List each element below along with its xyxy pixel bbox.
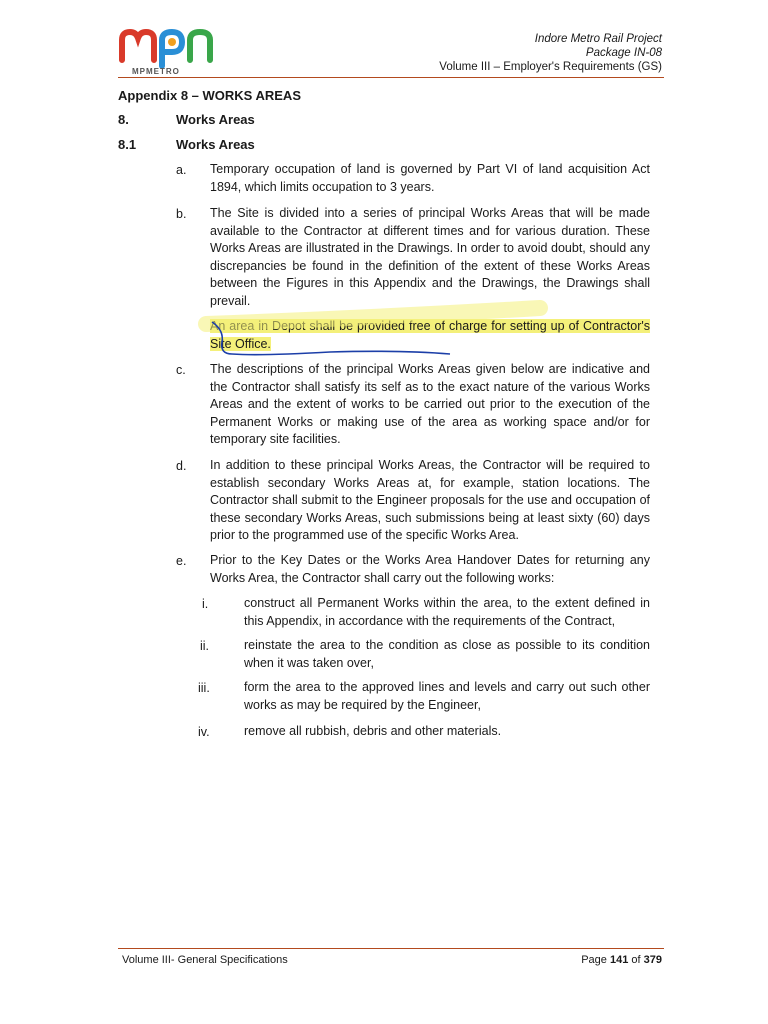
subitem-text: form the area to the approved lines and levels and carry out such other works as may be required by the Engineer, bbox=[244, 680, 650, 712]
page-prefix: Page bbox=[581, 954, 607, 966]
page-header bbox=[0, 0, 768, 85]
item-c-label: c. bbox=[176, 363, 186, 377]
footer-rule bbox=[118, 948, 664, 949]
item-e-label: e. bbox=[176, 554, 187, 568]
project-name: Indore Metro Rail Project bbox=[534, 33, 662, 45]
item-a-text: Temporary occupation of land is governed by Part VI of land acquisition Act 1894, which limits occupation to 3 years. bbox=[210, 162, 650, 194]
subitem-text: reinstate the area to the condition as close as possible to its condition when it was taken over, bbox=[244, 638, 650, 670]
item-a-label: a. bbox=[176, 163, 187, 177]
header-info bbox=[439, 32, 662, 74]
volume-title: Volume III – Employer's Requirements (GS) bbox=[439, 61, 662, 73]
subitem-label: ii. bbox=[200, 639, 210, 653]
item-b-label: b. bbox=[176, 207, 187, 221]
page-of: of bbox=[631, 954, 641, 966]
section-81-title: Works Areas bbox=[176, 137, 255, 152]
subitem-text: construct all Permanent Works within the area, to the extent defined in this Appendix, in accordance with the requirements of the Contract, bbox=[244, 596, 650, 628]
footer-volume: Volume III- General Specifications bbox=[122, 954, 288, 966]
item-b-highlight bbox=[210, 318, 650, 353]
mpmetro-logo bbox=[118, 26, 218, 76]
highlighted-text: An area in Depot shall be provided free of charge for setting up of Contractor's Site Office. bbox=[210, 319, 650, 351]
page-current: 141 bbox=[609, 954, 629, 966]
item-e-text: Prior to the Key Dates or the Works Area Handover Dates for returning any Works Area, the Contractor shall carry out the following works: bbox=[210, 553, 650, 585]
item-d-text: In addition to these principal Works Areas, the Contractor will be required to establish secondary Works Areas at, for example, station locations. The Contractor shall submit to the Engineer proposals for the use and occupation of these secondary Works Areas, such submissions being at least sixty (60) days prior to the programmed use of the specific Works Area. bbox=[210, 458, 650, 543]
item-b-text: The Site is divided into a series of principal Works Areas that will be made available to the Contractor at different times and for various duration. These Works Areas are illustrated in the Drawings. In order to avoid doubt, should any discrepancies be found in the definition of the extent of these Works Areas between the Figures in this Appendix and the Drawings, the Drawings shall prevail. bbox=[210, 206, 650, 308]
page-total: 379 bbox=[643, 954, 662, 966]
item-d-label: d. bbox=[176, 459, 187, 473]
section-8-title: Works Areas bbox=[176, 112, 255, 127]
logo-subtitle: MPMETRO bbox=[132, 67, 180, 76]
subitem-label: iv. bbox=[198, 725, 210, 739]
item-c-text: The descriptions of the principal Works Areas given below are indicative and the Contractor shall satisfy its self as to the exact nature of the various Works Areas and the extent of works to be carried out prior to the execution of the Permanent Works or making use of the area as working space and/or for temporary site facilities. bbox=[210, 362, 650, 447]
section-8-number: 8. bbox=[118, 112, 129, 127]
header-rule bbox=[118, 77, 664, 78]
subitem-label: iii. bbox=[198, 681, 210, 695]
package-name: Package IN-08 bbox=[585, 47, 662, 59]
section-81-number: 8.1 bbox=[118, 137, 137, 152]
subitem-label: i. bbox=[202, 597, 209, 611]
page-number bbox=[581, 954, 662, 966]
subitem-text: remove all rubbish, debris and other materials. bbox=[244, 724, 502, 738]
appendix-title: Appendix 8 – WORKS AREAS bbox=[118, 88, 301, 103]
